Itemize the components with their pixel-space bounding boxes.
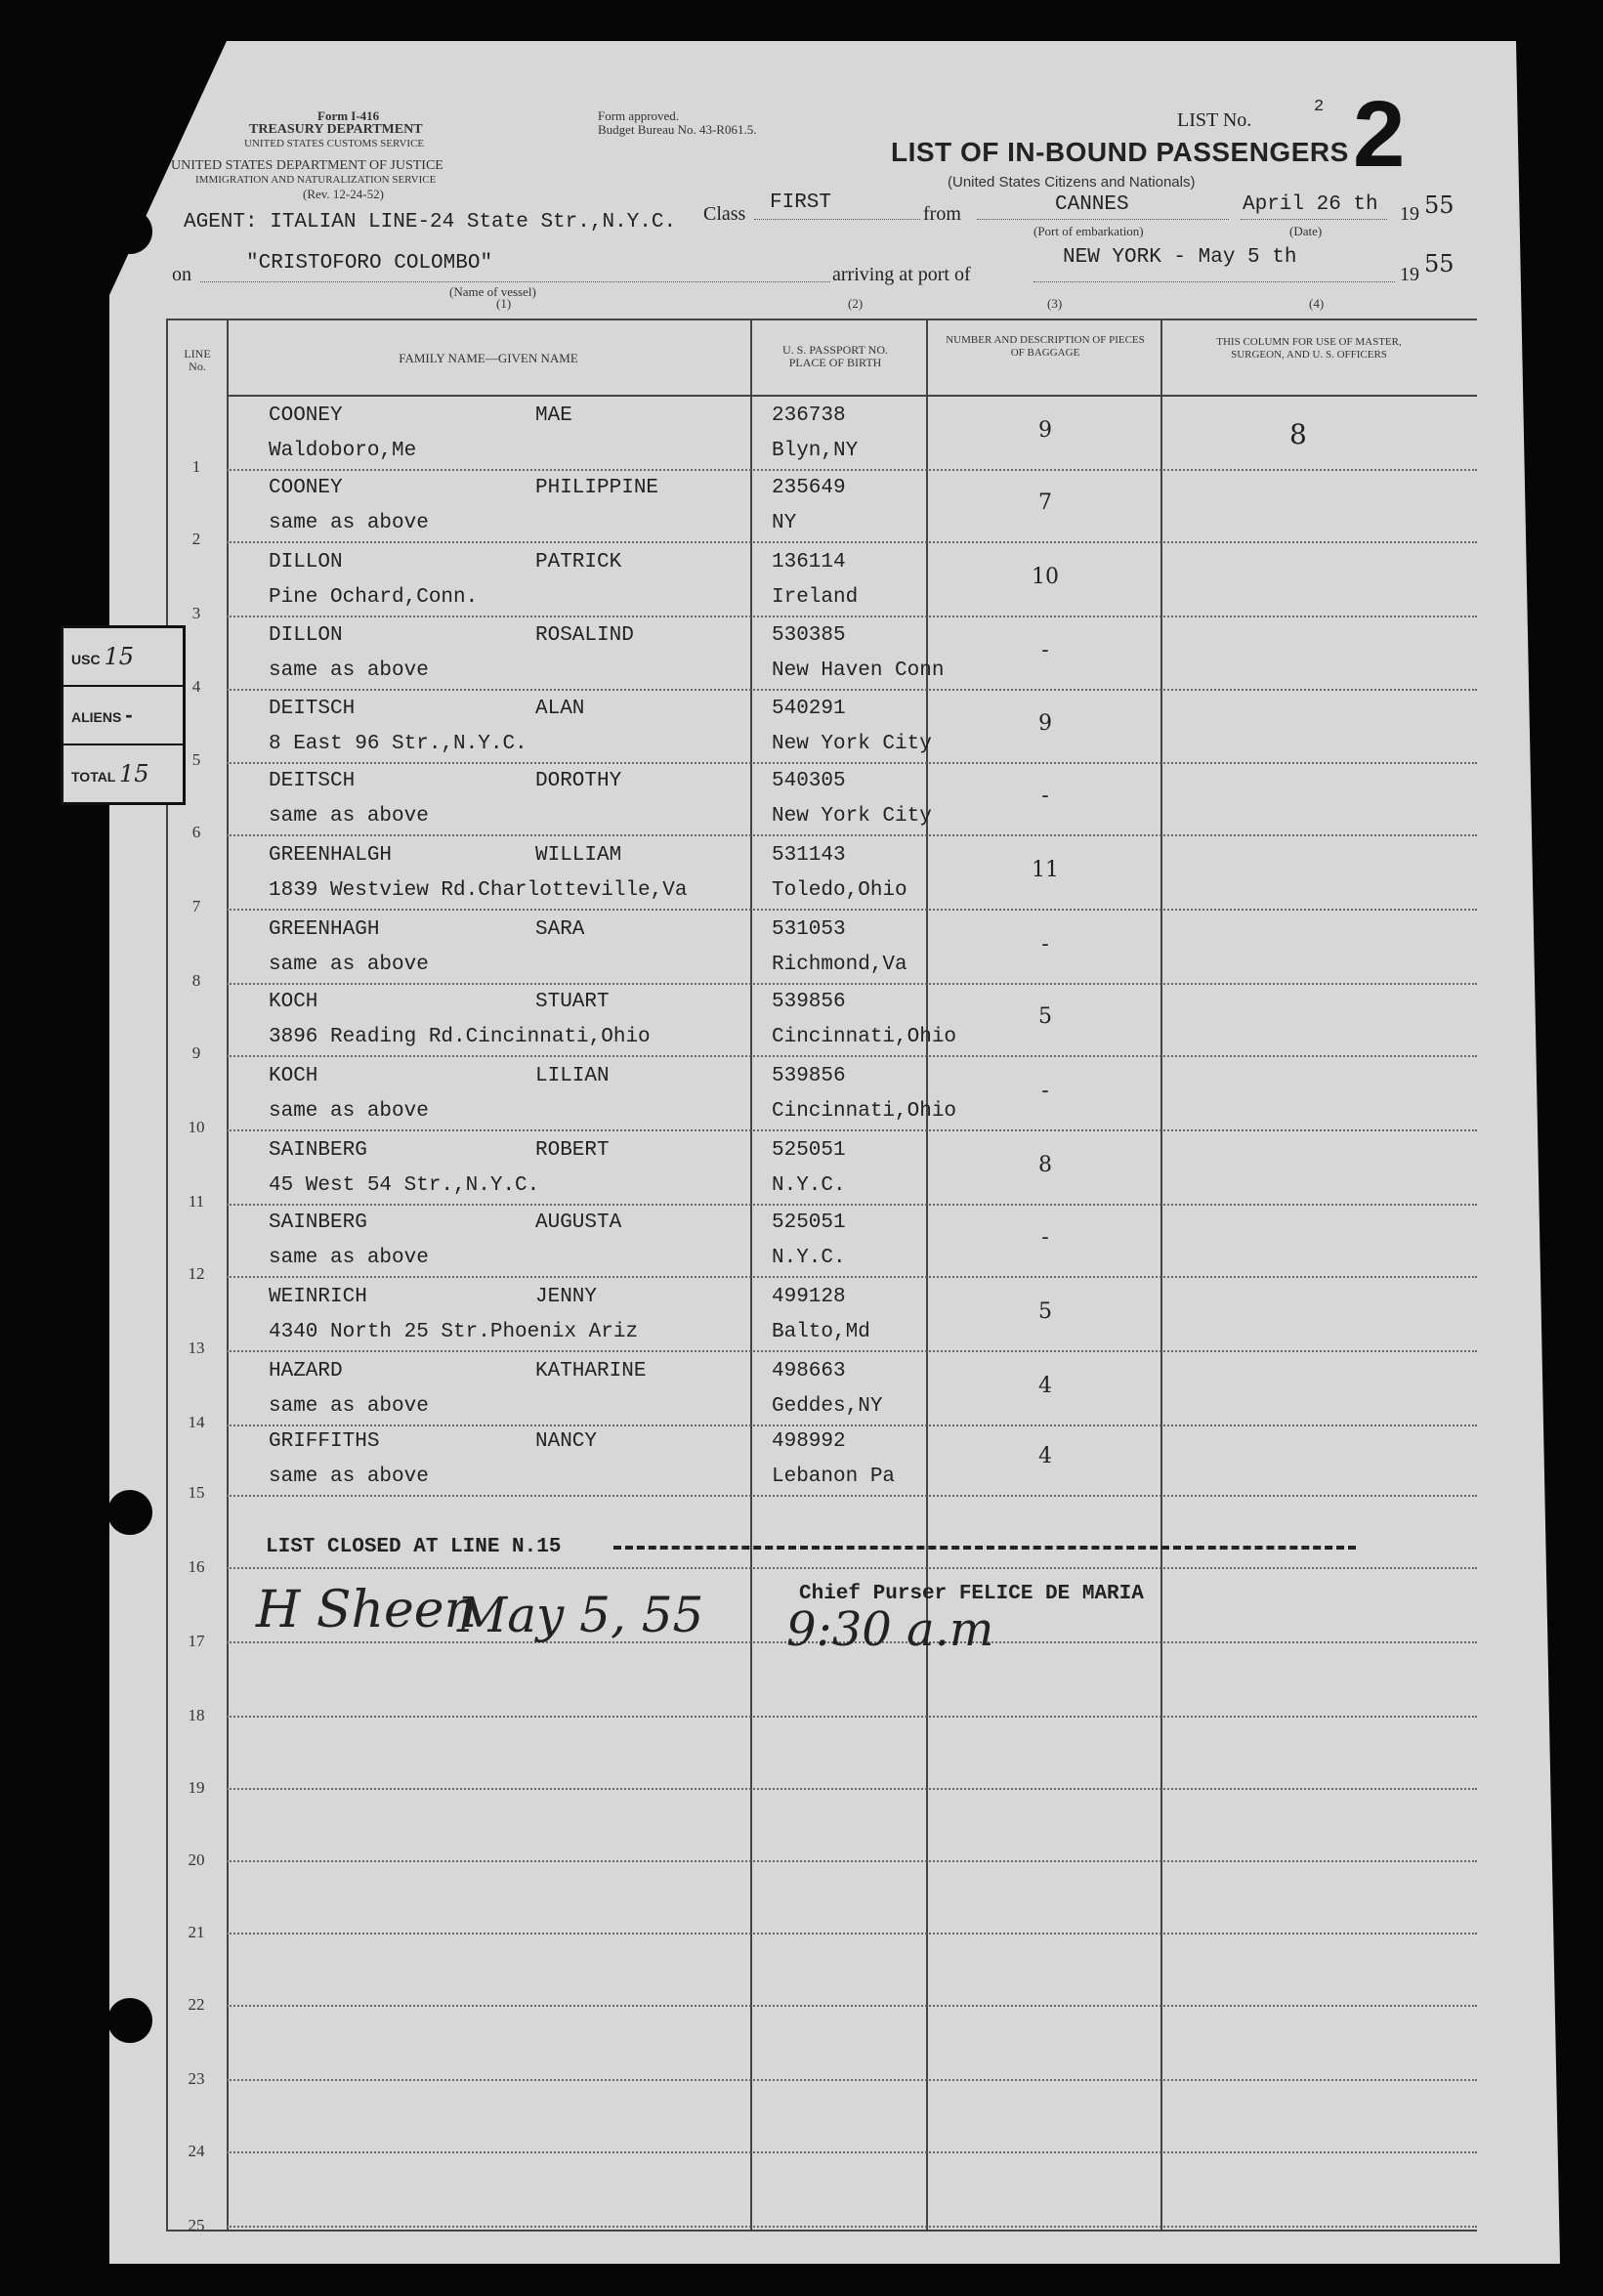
family-name: SAINBERG bbox=[269, 1212, 367, 1234]
place-of-birth: New Haven Conn bbox=[772, 659, 945, 682]
line-number: 2 bbox=[191, 530, 201, 548]
date-year: 55 bbox=[1424, 191, 1455, 219]
baggage-count: 4 bbox=[1038, 1374, 1052, 1398]
punch-hole bbox=[107, 1490, 152, 1535]
given-name: ROBERT bbox=[535, 1139, 610, 1162]
line-number: 22 bbox=[188, 1995, 205, 2014]
row-separator bbox=[227, 1933, 1477, 1935]
treasury-department: TREASURY DEPARTMENT bbox=[249, 122, 423, 137]
class-value: FIRST bbox=[770, 191, 832, 214]
place-of-birth: Richmond,Va bbox=[772, 954, 907, 976]
place-of-birth: N.Y.C. bbox=[772, 1247, 846, 1269]
line-number: 6 bbox=[191, 823, 201, 841]
row-separator bbox=[227, 1860, 1477, 1862]
given-name: JENNY bbox=[535, 1286, 598, 1308]
row-separator bbox=[227, 2079, 1477, 2081]
signature-date: May 5, 55 bbox=[457, 1587, 704, 1643]
place-of-birth: NY bbox=[772, 512, 797, 534]
list-closed: LIST CLOSED AT LINE N.15 bbox=[266, 1536, 562, 1558]
row-separator bbox=[227, 541, 1477, 543]
line-number: 18 bbox=[188, 1706, 205, 1724]
family-name: SAINBERG bbox=[269, 1139, 367, 1162]
given-name: LILIAN bbox=[535, 1065, 610, 1087]
baggage-count: 11 bbox=[1032, 858, 1059, 882]
passport-number: 531143 bbox=[772, 844, 846, 867]
vessel-name: "CRISTOFORO COLOMBO" bbox=[246, 252, 493, 275]
line-number: 12 bbox=[188, 1264, 205, 1283]
given-name: WILLIAM bbox=[535, 844, 622, 867]
form-approved: Form approved. bbox=[598, 108, 680, 123]
line-number: 11 bbox=[188, 1192, 205, 1211]
passport-number: 530385 bbox=[772, 624, 846, 647]
line-number: 9 bbox=[191, 1043, 201, 1062]
list-subtitle: (United States Citizens and Nationals) bbox=[948, 174, 1196, 191]
given-name: PHILIPPINE bbox=[535, 477, 659, 499]
arrival-port-date: NEW YORK - May 5 th bbox=[1063, 246, 1297, 269]
passport-number: 525051 bbox=[772, 1139, 846, 1162]
vessel-caption: (Name of vessel) bbox=[449, 284, 536, 299]
given-name: ROSALIND bbox=[535, 624, 634, 647]
arriving-label: arriving at port of bbox=[832, 264, 971, 285]
given-name: PATRICK bbox=[535, 551, 622, 574]
officer-signature: H Sheen bbox=[256, 1581, 478, 1639]
baggage-count: 5 bbox=[1038, 1004, 1052, 1029]
family-name: KOCH bbox=[269, 991, 318, 1013]
baggage-count: 10 bbox=[1032, 565, 1059, 589]
row-separator bbox=[227, 1495, 1477, 1497]
table-left-border bbox=[166, 320, 168, 2231]
row-separator bbox=[227, 1276, 1477, 1278]
line-number: 13 bbox=[188, 1339, 205, 1357]
passport-number: 539856 bbox=[772, 991, 846, 1013]
family-name: DILLON bbox=[269, 551, 343, 574]
place-of-birth: Cincinnati,Ohio bbox=[772, 1026, 957, 1048]
place-of-birth: Lebanon Pa bbox=[772, 1466, 896, 1488]
line-number: 7 bbox=[191, 897, 201, 915]
row-separator bbox=[227, 1424, 1477, 1426]
row-separator bbox=[227, 2151, 1477, 2153]
address: 8 East 96 Str.,N.Y.C. bbox=[269, 733, 527, 755]
date-year-prefix: 19 bbox=[1400, 203, 1419, 225]
place-of-birth: Toledo,Ohio bbox=[772, 879, 907, 902]
passport-number: 540291 bbox=[772, 698, 846, 720]
line-number: 19 bbox=[188, 1778, 205, 1797]
budget-bureau: Budget Bureau No. 43-R061.5. bbox=[598, 122, 757, 137]
baggage-count: - bbox=[1041, 1225, 1049, 1250]
row-separator bbox=[227, 1716, 1477, 1718]
place-of-birth: New York City bbox=[772, 805, 932, 828]
passport-number: 525051 bbox=[772, 1212, 846, 1234]
passport-number: 235649 bbox=[772, 477, 846, 499]
baggage-count: - bbox=[1041, 1079, 1049, 1103]
address: same as above bbox=[269, 512, 429, 534]
revision-date: (Rev. 12-24-52) bbox=[303, 187, 384, 201]
header-baggage: NUMBER AND DESCRIPTION OF PIECES OF BAGGAGE bbox=[946, 334, 1145, 359]
punch-hole bbox=[107, 1998, 152, 2043]
customs-service: UNITED STATES CUSTOMS SERVICE bbox=[244, 138, 425, 149]
line-number: 23 bbox=[188, 2069, 205, 2088]
line-number: 14 bbox=[188, 1413, 205, 1431]
passport-number: 236738 bbox=[772, 404, 846, 427]
address: same as above bbox=[269, 659, 429, 682]
list-number-label: LIST No. bbox=[1177, 109, 1252, 131]
line-number: 25 bbox=[188, 2216, 205, 2234]
line-number: 24 bbox=[188, 2142, 205, 2160]
column-1-number: (1) bbox=[496, 296, 512, 311]
header-bottom-border bbox=[227, 395, 1477, 397]
line-number: 16 bbox=[188, 1557, 205, 1576]
address: same as above bbox=[269, 1100, 429, 1123]
passport-number: 498992 bbox=[772, 1430, 846, 1453]
punch-hole bbox=[107, 209, 152, 254]
signature-time: 9:30 a.m bbox=[786, 1602, 994, 1657]
family-name: DEITSCH bbox=[269, 770, 356, 792]
date-caption: (Date) bbox=[1289, 224, 1323, 238]
family-name: COONEY bbox=[269, 404, 343, 427]
family-name: KOCH bbox=[269, 1065, 318, 1087]
table-top-border bbox=[166, 319, 1477, 320]
address: Waldoboro,Me bbox=[269, 440, 417, 462]
family-name: HAZARD bbox=[269, 1360, 343, 1382]
place-of-birth: Geddes,NY bbox=[772, 1395, 883, 1418]
passport-number: 539856 bbox=[772, 1065, 846, 1087]
address: same as above bbox=[269, 1247, 429, 1269]
list-number-large: 2 bbox=[1353, 82, 1406, 187]
place-of-birth: Balto,Md bbox=[772, 1321, 870, 1343]
header-line-no: LINE No. bbox=[184, 347, 211, 373]
line-number: 17 bbox=[188, 1632, 205, 1650]
address: 3896 Reading Rd.Cincinnati,Ohio bbox=[269, 1026, 651, 1048]
officer-mark: 8 bbox=[1289, 418, 1307, 450]
place-of-birth: N.Y.C. bbox=[772, 1174, 846, 1197]
line-number: 15 bbox=[188, 1483, 205, 1502]
address: same as above bbox=[269, 1466, 429, 1488]
line-number: 1 bbox=[191, 457, 201, 476]
address: 4340 North 25 Str.Phoenix Ariz bbox=[269, 1321, 639, 1343]
chief-purser: Chief Purser FELICE DE MARIA bbox=[799, 1583, 1144, 1605]
port-of-embarkation: CANNES bbox=[1055, 193, 1129, 216]
baggage-count: 8 bbox=[1038, 1153, 1052, 1177]
passport-number: 499128 bbox=[772, 1286, 846, 1308]
port-caption: (Port of embarkation) bbox=[1034, 224, 1144, 238]
class-label: Class bbox=[703, 203, 746, 225]
family-name: DEITSCH bbox=[269, 698, 356, 720]
baggage-count: 4 bbox=[1038, 1444, 1052, 1468]
passport-number: 498663 bbox=[772, 1360, 846, 1382]
departure-date: April 26 th bbox=[1243, 193, 1378, 216]
header-passport: U. S. PASSPORT NO. PLACE OF BIRTH bbox=[782, 343, 888, 369]
baggage-count: - bbox=[1041, 784, 1049, 808]
row-separator bbox=[227, 469, 1477, 471]
baggage-count: - bbox=[1041, 932, 1049, 957]
row-separator bbox=[227, 983, 1477, 985]
stamp-aliens: ALIENS - bbox=[63, 687, 183, 745]
row-separator bbox=[227, 1055, 1477, 1057]
given-name: SARA bbox=[535, 918, 585, 941]
address: same as above bbox=[269, 805, 429, 828]
given-name: AUGUSTA bbox=[535, 1212, 622, 1234]
given-name: ALAN bbox=[535, 698, 585, 720]
row-separator bbox=[227, 1129, 1477, 1131]
place-of-birth: Ireland bbox=[772, 586, 859, 609]
family-name: WEINRICH bbox=[269, 1286, 367, 1308]
count-stamp bbox=[61, 625, 186, 805]
baggage-count: 5 bbox=[1038, 1299, 1052, 1324]
agent: AGENT: ITALIAN LINE-24 State Str.,N.Y.C. bbox=[184, 211, 677, 234]
baggage-count: 9 bbox=[1038, 418, 1052, 443]
row-separator bbox=[227, 616, 1477, 617]
header-name: FAMILY NAME—GIVEN NAME bbox=[399, 351, 578, 365]
baggage-count: 9 bbox=[1038, 711, 1052, 736]
given-name: MAE bbox=[535, 404, 572, 427]
baggage-count: 7 bbox=[1038, 490, 1052, 515]
column-2-number: (2) bbox=[848, 296, 864, 311]
passport-number: 531053 bbox=[772, 918, 846, 941]
line-number: 4 bbox=[191, 677, 201, 696]
department-of-justice: UNITED STATES DEPARTMENT OF JUSTICE bbox=[171, 158, 443, 173]
row-separator bbox=[227, 2226, 1477, 2228]
row-separator bbox=[227, 1350, 1477, 1352]
from-label: from bbox=[923, 203, 961, 225]
table-bottom-border bbox=[166, 2230, 1477, 2232]
given-name: STUART bbox=[535, 991, 610, 1013]
address: same as above bbox=[269, 1395, 429, 1418]
address: Pine Ochard,Conn. bbox=[269, 586, 479, 609]
row-separator bbox=[227, 1567, 1477, 1569]
family-name: GRIFFITHS bbox=[269, 1430, 380, 1453]
family-name: GREENHALGH bbox=[269, 844, 393, 867]
row-separator bbox=[227, 689, 1477, 691]
row-separator bbox=[227, 909, 1477, 911]
stamp-total: TOTAL 15 bbox=[71, 760, 149, 787]
line-number: 3 bbox=[191, 604, 201, 622]
list-number-small: 2 bbox=[1314, 98, 1325, 116]
passport-number: 540305 bbox=[772, 770, 846, 792]
closing-dashes bbox=[613, 1546, 1356, 1550]
line-number: 20 bbox=[188, 1850, 205, 1869]
address: 1839 Westview Rd.Charlotteville,Va bbox=[269, 879, 688, 902]
address: 45 West 54 Str.,N.Y.C. bbox=[269, 1174, 540, 1197]
header-officers: THIS COLUMN FOR USE OF MASTER, SURGEON, AND U. S. OFFICERS bbox=[1216, 336, 1402, 361]
family-name: DILLON bbox=[269, 624, 343, 647]
column-4-number: (4) bbox=[1309, 296, 1325, 311]
line-number: 21 bbox=[188, 1923, 205, 1941]
place-of-birth: New York City bbox=[772, 733, 932, 755]
stamp-usc: USC 15 bbox=[63, 628, 183, 687]
line-number: 8 bbox=[191, 971, 201, 990]
family-name: COONEY bbox=[269, 477, 343, 499]
row-separator bbox=[227, 2005, 1477, 2007]
on-label: on bbox=[172, 264, 191, 285]
row-separator bbox=[227, 762, 1477, 764]
arrival-year-prefix: 19 bbox=[1400, 264, 1419, 285]
column-3-number: (3) bbox=[1047, 296, 1063, 311]
place-of-birth: Blyn,NY bbox=[772, 440, 859, 462]
line-number: 10 bbox=[188, 1118, 205, 1136]
row-separator bbox=[227, 1788, 1477, 1790]
line-number: 5 bbox=[191, 750, 201, 769]
given-name: KATHARINE bbox=[535, 1360, 647, 1382]
immigration-service: IMMIGRATION AND NATURALIZATION SERVICE bbox=[195, 174, 437, 186]
baggage-count: - bbox=[1041, 638, 1049, 662]
list-title: LIST OF IN-BOUND PASSENGERS bbox=[891, 137, 1349, 167]
arrival-year: 55 bbox=[1424, 250, 1455, 277]
place-of-birth: Cincinnati,Ohio bbox=[772, 1100, 957, 1123]
passport-number: 136114 bbox=[772, 551, 846, 574]
address: same as above bbox=[269, 954, 429, 976]
family-name: GREENHAGH bbox=[269, 918, 380, 941]
row-separator bbox=[227, 1204, 1477, 1206]
given-name: DOROTHY bbox=[535, 770, 622, 792]
given-name: NANCY bbox=[535, 1430, 598, 1453]
form-number: Form I-416 bbox=[317, 108, 380, 123]
row-separator bbox=[227, 834, 1477, 836]
